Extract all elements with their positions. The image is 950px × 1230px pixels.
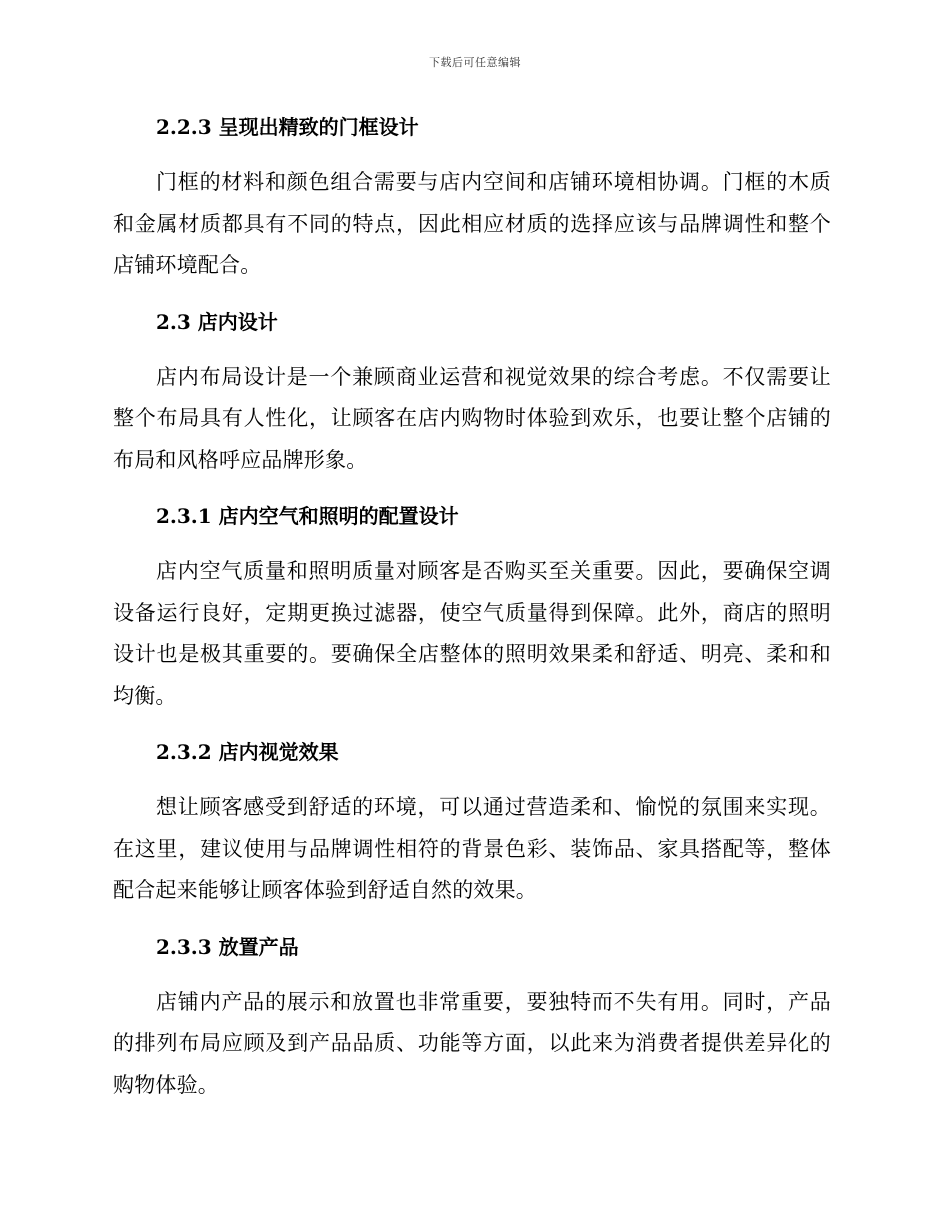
section-paragraph: 想让顾客感受到舒适的环境，可以通过营造柔和、愉悦的氛围来实现。在这里，建议使用与品牌调性相符的背景色彩、装饰品、家具搭配等，整体配合起来能够让顾客体验到舒适自然的效果。 — [113, 795, 831, 902]
header-note: 下载后可任意编辑 — [429, 56, 521, 69]
section-heading: 2.3 店内设计 — [156, 309, 278, 334]
section-paragraph: 店内布局设计是一个兼顾商业运营和视觉效果的综合考虑。不仅需要让整个布局具有人性化，让顾客在店内购物时体验到欢乐，也要让整个店铺的布局和风格呼应品牌形象。 — [113, 364, 831, 472]
section-paragraph: 店内空气质量和照明质量对顾客是否购买至关重要。因此，要确保空调设备运行良好，定期更换过滤器，使空气质量得到保障。此外，商店的照明设计也是极其重要的。要确保全店整体的照明效果柔和舒适、明亮、柔和和均衡。 — [113, 559, 831, 708]
section-heading: 2.2.3 呈现出精致的门框设计 — [156, 115, 419, 139]
section-heading: 2.3.3 放置产品 — [156, 934, 299, 959]
document-body — [113, 108, 831, 1106]
section-paragraph: 门框的材料和颜色组合需要与店内空间和店铺环境相协调。门框的木质和金属材质都具有不同的特点，因此相应材质的选择应该与品牌调性和整个店铺环境配合。 — [113, 170, 831, 277]
section-heading: 2.3.2 店内视觉效果 — [156, 740, 339, 764]
section-paragraph: 店铺内产品的展示和放置也非常重要，要独特而不失有用。同时，产品的排列布局应顾及到产品品质、功能等方面，以此来为消费者提供差异化的购物体验。 — [113, 989, 831, 1097]
section-heading: 2.3.1 店内空气和照明的配置设计 — [156, 504, 459, 528]
